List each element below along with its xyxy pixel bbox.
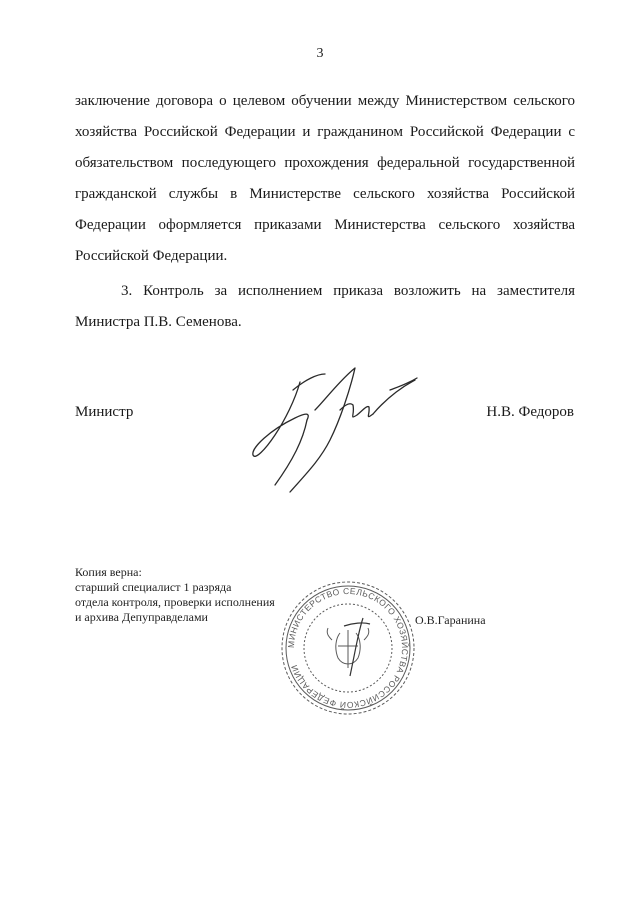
text-line: Федерации оформляется приказами Министерства сельского хозяйства [75, 217, 575, 233]
text-line: гражданской службы в Министерстве сельского хозяйства Российской [75, 186, 575, 202]
text-line: обязательством последующего прохождения федеральной государственной [75, 155, 575, 171]
official-stamp [278, 578, 418, 723]
signature-image [245, 360, 435, 505]
text-line: Министра П.В. Семенова. [75, 314, 242, 330]
copy-line: отдела контроля, проверки исполнения [75, 595, 275, 609]
copy-line: старший специалист 1 разряда [75, 580, 232, 594]
signer-name: Н.В. Федоров [486, 404, 574, 420]
text-line: 3. Контроль за исполнением приказа возложить на заместителя [121, 283, 575, 299]
signer-title: Министр [75, 404, 134, 420]
paragraph-2 [75, 276, 575, 338]
stamp-text: МИНИСТЕРСТВО СЕЛЬСКОГО ХОЗЯЙСТВА РОССИЙСКОЙ ФЕДЕРАЦИИ [285, 585, 411, 711]
copy-certification [75, 565, 275, 625]
copy-line: Копия верна: [75, 565, 142, 579]
copy-line: и архива Депуправделами [75, 610, 208, 624]
copy-certifier-name: О.В.Гаранина [415, 613, 486, 627]
text-line: хозяйства Российской Федерации и гражданином Российской Федерации с [75, 124, 575, 140]
text-line: заключение договора о целевом обучении между Министерством сельского [75, 93, 575, 109]
text-line: Российской Федерации. [75, 248, 228, 264]
paragraph-1 [75, 86, 575, 272]
page-number: 3 [316, 46, 324, 61]
